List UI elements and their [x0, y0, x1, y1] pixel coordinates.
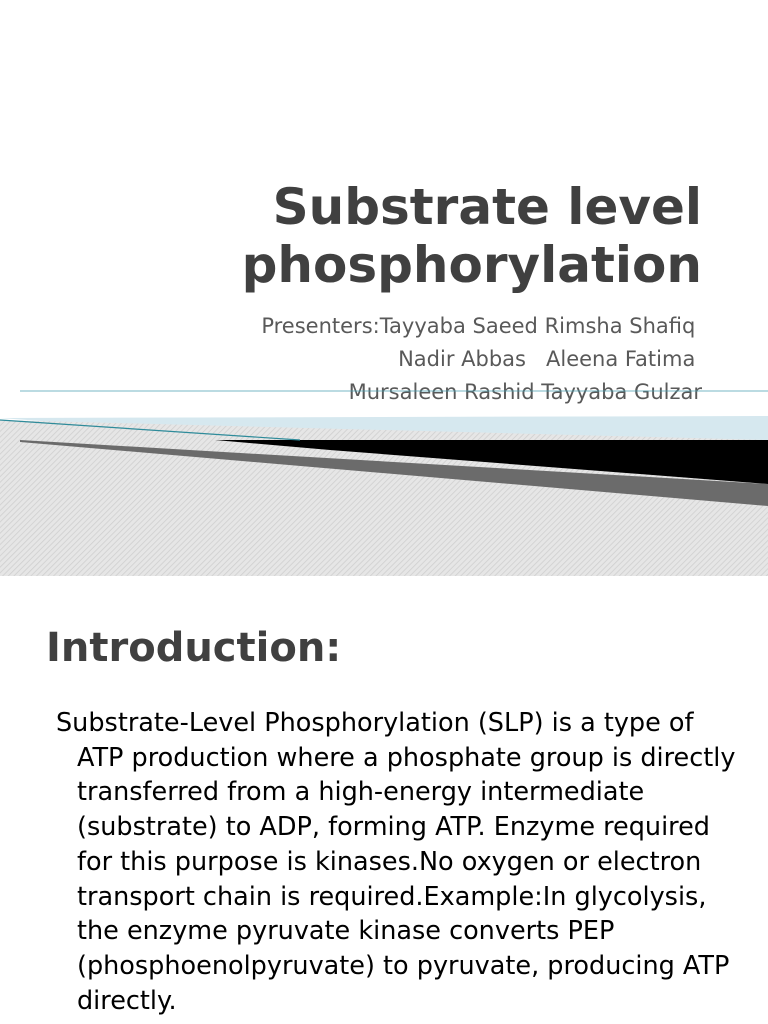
- decorative-band: [0, 380, 768, 576]
- subtitle-line-3: Mursaleen Rashid Tayyaba Gulzar: [348, 380, 702, 404]
- title-line-1: Substrate level: [272, 178, 702, 236]
- slide-title: [62, 178, 702, 294]
- introduction-body: Substrate-Level Phosphorylation (SLP) is a type of ATP production where a phosphate group is directly transferred from a high-energy intermediate (substrate) to ADP, forming ATP. Enzyme required for this purpose is kinases.No oxygen or electron transport chain is required.Example:In glycolysis, the enzyme pyruvate kinase converts PEP (phosphoenolpyruvate) to pyruvate, producing ATP directly.: [56, 708, 736, 1016]
- title-line-2: phosphorylation: [241, 236, 702, 294]
- subtitle-line-1: Presenters:Tayyaba Saeed Rimsha Shafiq: [261, 314, 702, 338]
- introduction-heading: Introduction:: [46, 625, 342, 671]
- subtitle-line-2: Nadir Abbas Aleena Fatima: [398, 347, 702, 371]
- introduction-slide: [0, 576, 768, 1024]
